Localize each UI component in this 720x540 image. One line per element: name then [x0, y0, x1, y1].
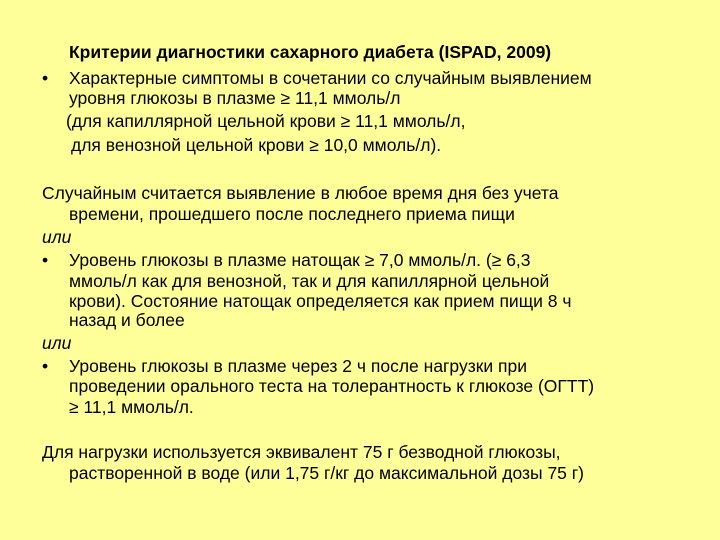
criterion-1-line-1: Характерные симптомы в сочетании со случайным выявлением — [69, 68, 592, 88]
criterion-2-line-2: ммоль/л как для венозной, так и для капиллярной цельной — [69, 271, 550, 291]
load-note-line-1: Для нагрузки используется эквивалент 75 г безводной глюкозы, — [42, 442, 561, 462]
or-label-2: или — [42, 333, 72, 353]
bullet-1: • — [42, 68, 49, 88]
criterion-3-line-1: Уровень глюкозы в плазме через 2 ч после нагрузки при — [69, 356, 528, 376]
bullet-3: • — [42, 356, 49, 376]
criterion-2-line-1: Уровень глюкозы в плазме натощак ≥ 7,0 ммоль/л. (≥ 6,3 — [69, 250, 531, 270]
criterion-1-line-4: для венозной цельной крови ≥ 10,0 ммоль/л). — [71, 135, 442, 155]
criterion-3-line-2: проведении орального теста на толерантность к глюкозе (ОГТТ) — [69, 376, 595, 396]
load-note-line-2: растворенной в воде (или 1,75 г/кг до максимальной дозы 75 г) — [69, 463, 584, 483]
random-definition-line-2: времени, прошедшего после последнего приема пищи — [69, 204, 515, 224]
criterion-3-line-3: ≥ 11,1 ммоль/л. — [69, 397, 194, 417]
criterion-1-line-3: (для капиллярной цельной крови ≥ 11,1 ммоль/л, — [66, 111, 466, 131]
random-definition-line-1: Случайным считается выявление в любое время дня без учета — [42, 183, 559, 203]
criterion-1-line-2: уровня глюкозы в плазме ≥ 11,1 ммоль/л — [69, 88, 401, 108]
bullet-2: • — [42, 250, 49, 270]
or-label-1: или — [42, 227, 72, 247]
slide-title: Критерии диагностики сахарного диабета (ISPAD, 2009) — [69, 42, 552, 62]
criterion-2-line-3: крови). Состояние натощак определяется как прием пищи 8 ч — [69, 291, 572, 311]
criterion-2-line-4: назад и более — [69, 310, 185, 330]
